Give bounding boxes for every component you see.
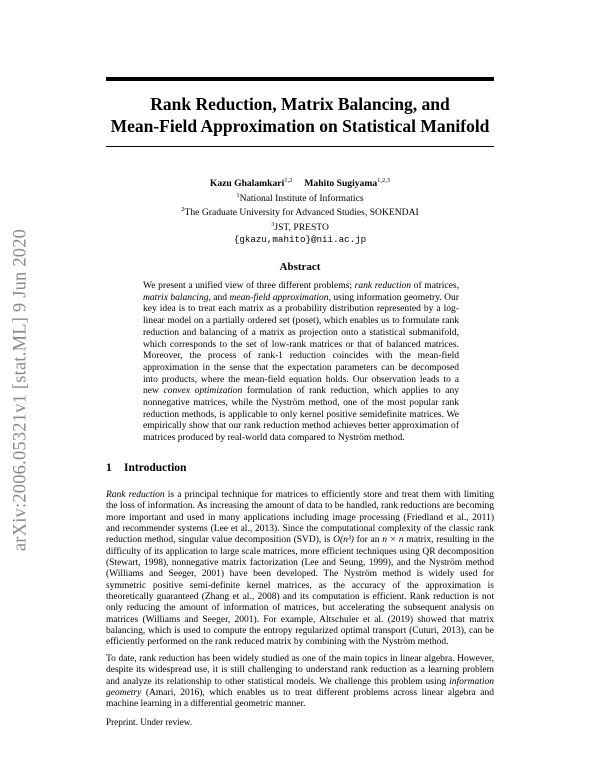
affiliation-3-mark: 3 — [271, 221, 275, 229]
intro-text: (Amari, 2016), which enables us to treat different problems across linear algebra and machine learning in a differential geometric manner. — [106, 687, 494, 710]
intro-paragraph-1 — [106, 490, 494, 649]
affiliation-1-mark: 1 — [236, 191, 240, 199]
abstract-text: formulation of rank reduction, which applies to any nonnegative matrices, while the Nyström method, one of the most popular rank reduction methods, is applicable to only kernel positive semidefinite matrices. We empirically show that our rank reduction method achieves better approximation of matrices produced by real-world data compared to Nyström method. — [143, 385, 460, 444]
affiliation-2-mark: 2 — [181, 206, 185, 214]
abstract-heading: Abstract — [279, 261, 321, 273]
arxiv-identifier: arXiv:2006.05321v1 [stat.ML] 9 Jun 2020 — [10, 228, 31, 552]
intro-math: O(n³) — [333, 535, 354, 546]
abstract-text: We present a unified view of three different problems; — [143, 280, 355, 291]
title-rule-bottom — [106, 146, 494, 147]
author-1: Kazu Ghalamkari — [209, 178, 285, 190]
author-names — [106, 175, 494, 190]
affiliation-2-text: The Graduate University for Advanced Studies, SOKENDAI — [184, 207, 419, 219]
intro-emphasis: information geometry — [106, 676, 494, 698]
abstract-emphasis: mean-field approximation — [229, 291, 329, 303]
abstract-emphasis: rank reduction — [354, 280, 412, 291]
affiliation-3-text: JST, PRESTO — [274, 222, 329, 234]
abstract-text: , using information geometry. Our key idea is to treat each matrix as a probability distribution represented by a log-linear model on a partially ordered set (poset), which enables us to formulate rank reduction and balancing of a matrix as projection onto a statistical submanifold, which corresponds to the set of low-rank matrices or that of balanced matrices. Moreover, the process of rank-1 reduction coincides with the mean-field approximation in the sense that the expectation parameters can be decomposed into products, where the mean-field equation holds. Our observation leads to a new — [143, 291, 459, 397]
abstract-emphasis: convex optimization — [163, 385, 243, 397]
footer-note: Preprint. Under review. — [106, 717, 193, 727]
intro-text: To date, rank reduction has been widely studied as one of the main topics in linear algebra. However, despite its widespread use, it is still challenging to understand rank reduction as a learning problem and analyze its relationship to other statistical models. We challenge this problem using — [106, 653, 494, 687]
intro-paragraph-2 — [106, 654, 494, 711]
affiliation-3 — [106, 219, 494, 234]
author-1-affil: 1,2 — [284, 177, 293, 184]
author-2-affil: 1,2,3 — [377, 177, 391, 184]
intro-emphasis: Rank reduction — [106, 490, 165, 500]
title-line-1: Rank Reduction, Matrix Balancing, and — [150, 94, 450, 114]
intro-text: for an — [353, 535, 383, 546]
author-2: Mahito Sugiyama — [304, 178, 378, 190]
title-rule-top — [106, 77, 494, 81]
intro-text: matrix, resulting in the difficulty of its application to large scale matrices, more efficient techniques using QR decomposition (Stewart, 1998), nonnegative matrix factorization (Lee and Seung, 1999), and the Nyström method (Williams and Seeger, 2001) have been developed. The Nyström method is widely used for symmetric positive semi-definite kernel matrices, as the accuracy of the approximation is theoretically guaranteed (Zhang et al., 2008) and its computation is efficient. Rank reduction is not only reducing the amount of information of matrices, but accelerating the subsequent analysis on matrices (Williams and Seeger, 2001). For example, Altschuler et al. (2019) showed that matrix balancing, which is used to compute the entropy regularized optimal transport (Cuturi, 2013), can be efficiently performed on the rank reduced matrix by combining with the Nyström method. — [106, 535, 494, 648]
author-block — [106, 175, 494, 245]
affiliation-1-text: National Institute of Informatics — [239, 192, 364, 204]
section-title: Introduction — [124, 462, 187, 474]
abstract-body — [143, 280, 459, 444]
arxiv-side-stamp — [3, 210, 39, 570]
affiliation-2 — [106, 204, 494, 219]
paper-title — [106, 93, 494, 137]
author-email: {gkazu,mahito}@nii.ac.jp — [233, 233, 367, 245]
intro-text: is a principal technique for matrices to efficiently store and treat them with limiting the loss of information. As increasing the amount of data to be handled, rank reductions are becoming more important and used in many applications including image processing (Friedland et al., 2011) and recommender systems (Lee et al., 2013). Since the computational complexity of the classic rank reduction method, singular value decomposition (SVD), is — [106, 490, 494, 546]
section-heading — [106, 462, 186, 474]
abstract-emphasis: matrix balancing — [143, 291, 209, 303]
abstract-text: of matrices, — [411, 280, 460, 291]
abstract-paragraph — [143, 280, 459, 444]
title-line-2: Mean-Field Approximation on Statistical Manifold — [110, 116, 490, 136]
abstract-text: , and — [208, 291, 230, 303]
affiliation-1 — [106, 190, 494, 205]
section-number: 1 — [106, 462, 112, 474]
introduction-body — [106, 490, 494, 716]
intro-math: n × n — [382, 535, 404, 546]
